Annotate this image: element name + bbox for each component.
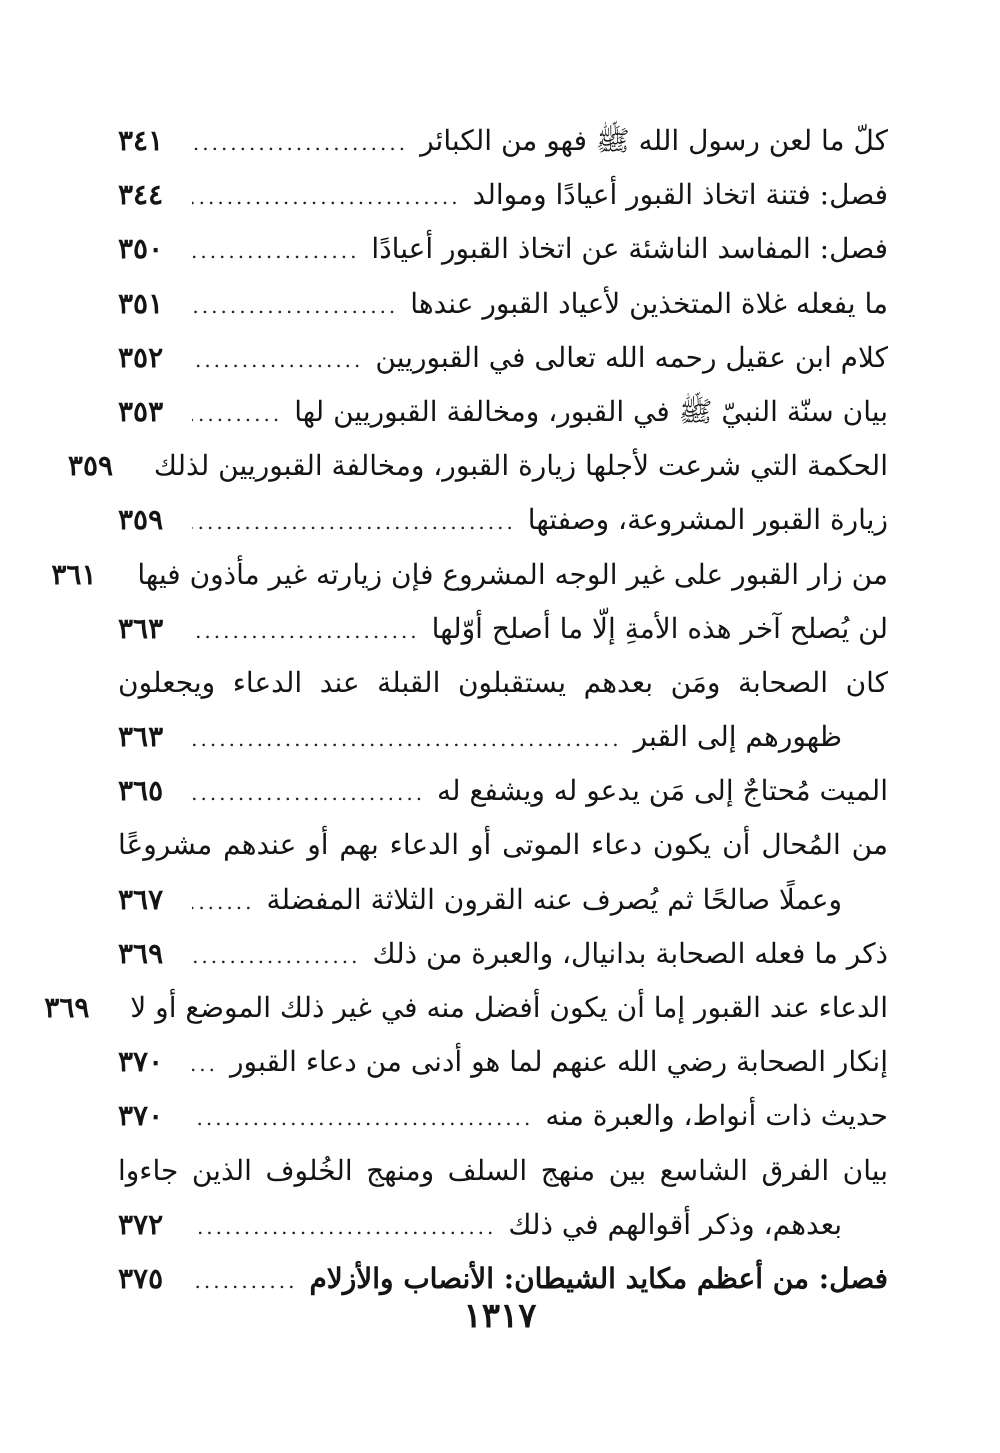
toc-entry (118, 493, 888, 547)
toc-entry-title: وعملًا صالحًا ثم يُصرف عنه القرون الثلاثة المفضلة (266, 882, 842, 916)
toc-entry (118, 277, 888, 331)
toc-entry (118, 710, 888, 764)
toc-entry-page: ٣٥٩ (67, 449, 114, 483)
toc-entry (118, 385, 888, 439)
toc-entry-title: من زار القبور على غير الوجه المشروع فإن زيارته غير مأذون فيها (137, 557, 888, 591)
dot-leader (192, 766, 425, 820)
toc-entry (44, 981, 888, 1035)
toc-entry (118, 873, 888, 927)
toc-entry-title: الدعاء عند القبور إما أن يكون أفضل منه في غير ذلك الموضع أو لا (130, 991, 888, 1024)
toc-entry (118, 114, 888, 168)
toc-entry (118, 602, 888, 656)
dot-leader (192, 604, 420, 658)
toc-entry-title: بيان الفرق الشاسع بين منهج السلف ومنهج الخُلوف الذين جاءوا (118, 1153, 888, 1187)
toc-entry-title: ذكر ما فعله الصحابة بدانيال، والعبرة من ذلك (372, 936, 888, 970)
toc-entry-page: ٣٧٥ (118, 1261, 164, 1295)
toc-entry (51, 548, 888, 602)
toc-entry-page: ٣٥٩ (118, 503, 164, 537)
dot-leader (192, 279, 398, 333)
toc-entry-page: ٣٥٢ (118, 340, 164, 374)
dot-leader (192, 1091, 533, 1145)
toc-entry (118, 1198, 888, 1252)
toc-entry-page: ٣٦٥ (118, 774, 164, 808)
toc-entry-title: من المُحال أن يكون دعاء الموتى أو الدعاء بهم أو عندهم مشروعًا (118, 828, 888, 862)
toc-entry (118, 927, 888, 981)
toc-entry-page: ٣٥٣ (118, 394, 164, 428)
toc-entry-page: ٣٦٣ (118, 611, 164, 645)
dot-leader (192, 333, 363, 387)
toc-entry-page: ٣٤٤ (118, 178, 164, 212)
toc-entry (67, 439, 888, 493)
toc-entry (118, 818, 888, 872)
toc-entry (118, 1035, 888, 1089)
toc-entry-title: الحكمة التي شرعت لأجلها زيارة القبور، ومخالفة القبوريين لذلك (153, 449, 888, 483)
toc-entry-title: بعدهم، وذكر أقوالهم في ذلك (508, 1207, 842, 1241)
toc-entry-title: كلام ابن عقيل رحمه الله تعالى في القبوريين (375, 340, 888, 374)
dot-leader (192, 387, 282, 441)
toc-entry-page: ٣٥٠ (118, 232, 164, 266)
toc-entry (118, 168, 888, 222)
toc-entry-title: فصل: المفاسد الناشئة عن اتخاذ القبور أعيادًا (371, 232, 888, 266)
dot-leader (192, 116, 408, 170)
toc-entry-title: زيارة القبور المشروعة، وصفتها (527, 503, 888, 537)
toc-entry-page: ٣٥١ (118, 286, 164, 320)
toc-entry-page: ٣٦٩ (44, 991, 90, 1024)
toc-entry-page: ٣٧٠ (118, 1045, 164, 1079)
page-number: ١٣١٧ (463, 1296, 537, 1336)
toc-entry-title: كلّ ما لعن رسول الله ﷺ فهو من الكبائر (420, 124, 888, 157)
toc-entry-page: ٣٦٧ (118, 882, 164, 916)
toc-entry (118, 1089, 888, 1143)
toc-entry-page: ٣٧٢ (118, 1207, 164, 1241)
dot-leader (192, 170, 461, 224)
toc-entry (118, 1144, 888, 1198)
toc-entry-title: فصل: من أعظم مكايد الشيطان: الأنصاب والأزلام (309, 1261, 888, 1295)
toc-entry-title: بيان سنّة النبيّ ﷺ في القبور، ومخالفة القبوريين لها (294, 394, 888, 428)
toc-entry-page: ٣٧٠ (118, 1099, 164, 1133)
toc-entry-title: حديث ذات أنواط، والعبرة منه (545, 1099, 888, 1133)
dot-leader (192, 929, 361, 983)
toc-entry-title: لن يُصلح آخر هذه الأمةِ إلّا ما أصلح أوّلها (431, 611, 888, 645)
toc-entry (118, 764, 888, 818)
toc-entry (118, 222, 888, 276)
dot-leader (192, 224, 359, 278)
toc-entry-page: ٣٤١ (118, 124, 164, 157)
toc-entry-title: ما يفعله غلاة المتخذين لأعياد القبور عندها (410, 286, 888, 320)
toc-entry-page: ٣٦٣ (118, 720, 164, 754)
toc-entry (118, 656, 888, 710)
toc-entry-title: الميت مُحتاجٌ إلى مَن يدعو له ويشفع له (437, 774, 888, 808)
dot-leader (192, 1037, 218, 1091)
toc-entry (118, 331, 888, 385)
toc-entry-title: ظهورهم إلى القبر (633, 720, 842, 754)
toc-entry-page: ٣٦٩ (118, 936, 164, 970)
toc-entry-page: ٣٦١ (51, 557, 97, 591)
dot-leader (192, 712, 622, 766)
toc-entry-title: فصل: فتنة اتخاذ القبور أعيادًا وموالد (472, 178, 888, 212)
toc-entry-title: كان الصحابة ومَن بعدهم يستقبلون القبلة عند الدعاء ويجعلون (118, 665, 888, 699)
table-of-contents (44, 114, 888, 1306)
dot-leader (192, 495, 516, 549)
dot-leader (192, 875, 254, 929)
dot-leader (192, 1200, 496, 1254)
toc-entry-title: إنكار الصحابة رضي الله عنهم لما هو أدنى من دعاء القبور (230, 1045, 888, 1079)
